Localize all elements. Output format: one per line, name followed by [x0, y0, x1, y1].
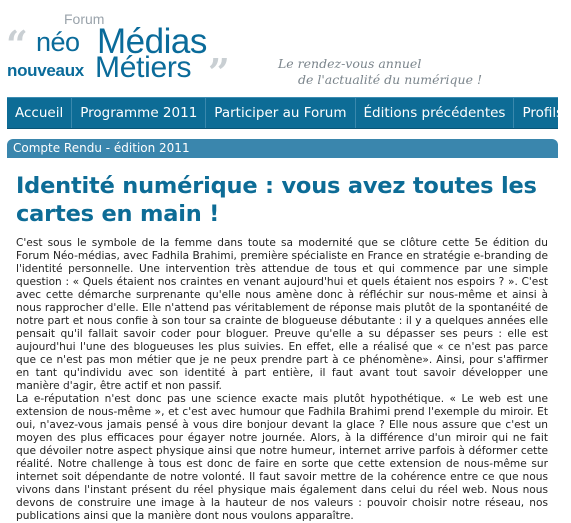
- nav-item-programme-2011[interactable]: Programme 2011: [72, 98, 206, 128]
- article-paragraph-2: La e-réputation n'est donc pas une science exacte mais plutôt hypothétique. « Le web est une extension de nous-même », et c'est avec humour que Fadhila Brahimi prend l'exemple du miroir. Et oui, n'avez-vous jamais pensé à vous dire bonjour devant la glace ? Elle nous assure que c'est un moyen des plus efficaces pour égayer notre journée. Alors, à la différence d'un miroir qui ne fait que dévoiler notre aspect physique ainsi que notre humeur, internet arrive parfois à déformer cette réalité. Notre challenge à tous est donc de faire en sorte que cette extension de nous-même sur internet soit dépendante de notre volonté. Il faut savoir mettre de la cohérence entre ce que nous vivons dans l'instant présent du réel physique mais également dans celui du réel web. Nous nous devons de construire une image à la hauteur de nos valeurs : pouvoir choisir notre réseau, nos publications ainsi que la manière dont nous voulons apparaître.: [16, 393, 548, 522]
- nav-item-profils[interactable]: Profils: [522, 105, 564, 121]
- nav-item-accueil[interactable]: Accueil: [7, 98, 72, 128]
- article-body: [16, 237, 548, 523]
- article-title: Identité numérique : vous avez toutes les cartes en main !: [16, 173, 537, 227]
- logo-neo-text: néo: [36, 27, 80, 57]
- section-label: Compte Rendu - édition 2011: [13, 141, 190, 155]
- logo-forum-text: Forum: [64, 11, 105, 27]
- main-navigation: [7, 97, 564, 129]
- nav-item-participer[interactable]: Participer au Forum: [206, 98, 355, 128]
- nav-item-editions-precedentes[interactable]: Éditions précédentes: [356, 98, 515, 128]
- tagline-line-2: de l'actualité du numérique !: [298, 72, 482, 87]
- open-quote-mark: “: [6, 22, 28, 67]
- article-paragraph-1: C'est sous le symbole de la femme dans toute sa modernité que se clôture cette 5e édition du Forum Néo-médias, avec Fadhila Brahimi, première spécialiste en France en stratégie e-branding de l'identité personnelle. Une intervention très attendue de tous et qui commence par une simple question : « Quels étaient nos craintes en venant aujourd'hui et quels étaient nos espoirs ? ». C'est avec cette démarche surprenante qu'elle nous amène donc à réfléchir sur nous-même et ainsi à nous rapprocher d'elle. Elle n'attend pas véritablement de réponse mais plutôt de la spontanéité de notre part et nous confie à son tour sa crainte de blogueuse débutante : il y a quelques années elle pensait qu'il fallait savoir coder pour bloguer. Preuve qu'elle a su dépasser ses peurs : elle est aujourd'hui l'une des blogueuses les plus suivies. En effet, elle a réalisé que « ce n'est pas parce que ce n'est pas mon métier que je ne peux prendre part à ce phénomène». Ainsi, pour s'affirmer en tant qu'individu avec son identité à part entière, il faut avant tout savoir développer une manière d'agir, être actif et non passif.: [16, 237, 548, 392]
- article: [16, 172, 548, 523]
- logo-medias-text: Médias: [97, 22, 207, 61]
- site-header: [0, 0, 558, 96]
- section-header-bar: [7, 139, 558, 158]
- site-tagline: [278, 56, 482, 88]
- logo-metiers-text: Métiers: [95, 51, 192, 84]
- close-quote-mark: ”: [208, 50, 230, 95]
- logo-nouveaux-text: nouveaux: [7, 61, 84, 80]
- tagline-line-1: Le rendez-vous annuel: [278, 56, 422, 71]
